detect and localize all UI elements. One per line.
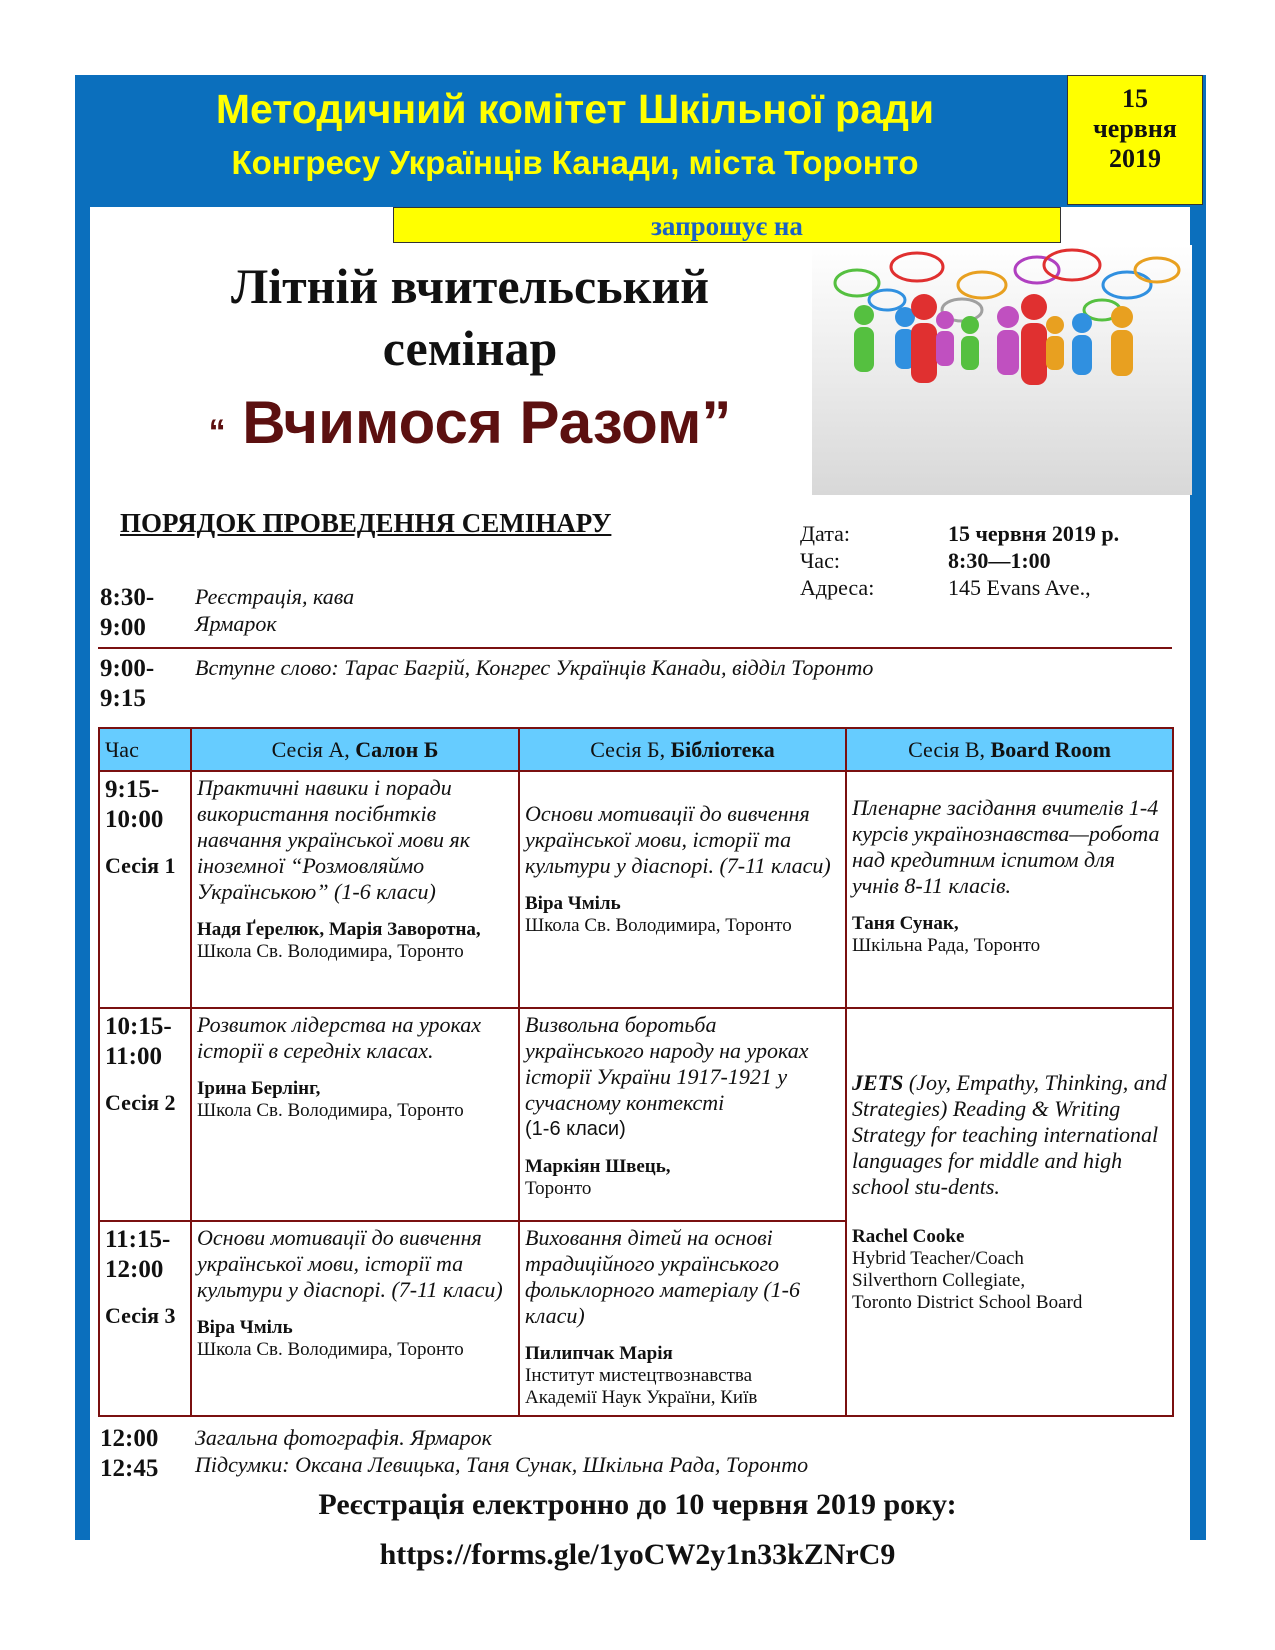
- table-row: [99, 771, 1173, 1008]
- row-description: [195, 583, 1095, 637]
- presenter-name: Надя Ґерелюк, Марія Заворотна,: [197, 919, 481, 940]
- time-start: 11:15-: [105, 1226, 171, 1253]
- session-a-label: Сесія А,: [271, 736, 356, 762]
- presenter-board: Toronto District School Board: [852, 1292, 1083, 1313]
- date-label: Дата:: [800, 521, 850, 546]
- session-b-room: Бібліотека: [670, 736, 775, 762]
- session-cell: [519, 1008, 846, 1221]
- session-grades: (1-6 класи): [525, 1118, 626, 1140]
- desc-line-1: Загальна фотографія. Ярмарок: [195, 1425, 492, 1450]
- session-a-room: Салон Б: [355, 736, 439, 762]
- desc-line-1: Вступне слово: Тарас Багрій, Конгрес Українців Канади, відділ Торонто: [195, 655, 874, 680]
- time-end: 12:45: [100, 1455, 159, 1482]
- registration-deadline: Реєстрація електронно до 10 червня 2019 року:: [318, 1488, 957, 1521]
- presenter-name: Віра Чміль: [525, 893, 621, 914]
- session-cell: [519, 771, 846, 1008]
- time-end: 12:00: [105, 1256, 164, 1283]
- time-end: 10:00: [105, 806, 164, 833]
- organizer-line-1: Методичний комітет Шкільної ради: [215, 86, 935, 132]
- people-talking-illustration: [812, 245, 1192, 495]
- time-cell: [99, 771, 191, 1008]
- registration-link[interactable]: https://forms.gle/1yoCW2y1n33kZNrC9: [379, 1538, 896, 1571]
- time-cell: [99, 1221, 191, 1416]
- session-topic: (Joy, Empathy, Thinking, and Strategies) Reading & Writing Strategy for teaching international languages for middle and high school stu-dents.: [852, 1070, 1167, 1199]
- date-day: 15: [1122, 84, 1148, 113]
- presenter-org: Школа Св. Володимира, Торонто: [197, 941, 464, 962]
- date-badge: [1067, 75, 1203, 205]
- row-description: [195, 1424, 1095, 1478]
- time-start: 10:15-: [105, 1013, 172, 1040]
- header-session-b: [519, 728, 846, 771]
- session-cell: [191, 1221, 519, 1416]
- presenter-org: Школа Св. Володимира, Торонто: [197, 1100, 464, 1121]
- session-topic: Пленарне засідання вчителів 1-4 курсів українознавства—робота над кредитним іспитом для учнів 8-11 класів.: [852, 795, 1160, 898]
- presenter-role: Hybrid Teacher/Coach: [852, 1248, 1024, 1269]
- session-topic: Розвиток лідерства на уроках історії в середніх класах.: [197, 1012, 481, 1063]
- session-cell: [846, 1008, 1173, 1416]
- organizer-line-2: Конгресу Українців Канади, міста Торонто: [231, 144, 919, 181]
- session-number: Сесія 2: [105, 1090, 176, 1115]
- session-topic: Основи мотивації до вивчення української мови, історії та культури у діаспорі. (7-11 класи): [525, 801, 831, 878]
- seminar-title-line-2: семінар: [382, 320, 558, 376]
- session-topic: Виховання дітей на основі традиційного українського фольклорного матеріалу (1-6 класи): [525, 1225, 800, 1328]
- date-value: 15 червня 2019 р.: [948, 521, 1120, 546]
- presenter-name: Маркіян Швець,: [525, 1156, 671, 1177]
- session-c-label: Сесія В,: [908, 736, 991, 762]
- session-cell: [191, 1008, 519, 1221]
- time-start: 9:15-: [105, 776, 160, 803]
- session-topic: Основи мотивації до вивчення української мови, історії та культури у діаспорі. (7-11 класи): [197, 1225, 503, 1302]
- header-session-a: [191, 728, 519, 771]
- time-value: 8:30—1:00: [948, 548, 1051, 573]
- table-header-row: [99, 728, 1173, 771]
- organizer-heading: [75, 80, 1075, 188]
- presenter-name: Пилипчак Марія: [525, 1343, 673, 1364]
- session-number: Сесія 1: [105, 853, 176, 878]
- date-year: 2019: [1109, 144, 1161, 173]
- address-label: Адреса:: [800, 575, 875, 600]
- presenter-name: Ірина Берлінг,: [197, 1078, 321, 1099]
- time-start: 12:00: [100, 1425, 159, 1452]
- quote-close: ”: [701, 389, 732, 456]
- divider: [98, 647, 1172, 649]
- presenter-org: Школа Св. Володимира, Торонто: [525, 915, 792, 936]
- session-cell: [519, 1221, 846, 1416]
- sessions-table: [98, 727, 1174, 1417]
- time-end: 9:00: [100, 614, 146, 641]
- presenter-school: Silverthorn Collegiate,: [852, 1270, 1026, 1291]
- time-start: 9:00-: [100, 655, 155, 682]
- jets-acronym: JETS: [852, 1070, 904, 1095]
- desc-line-1: Реєстрація, кава: [195, 584, 355, 609]
- presenter-name: Віра Чміль: [197, 1317, 293, 1338]
- row-time: [100, 654, 190, 714]
- time-label: Час:: [800, 548, 840, 573]
- desc-line-2: Ярмарок: [195, 611, 277, 636]
- table-row: [99, 1008, 1173, 1221]
- presenter-name: Таня Сунак,: [852, 913, 959, 934]
- presenter-name: Rachel Cooke: [852, 1226, 965, 1247]
- time-end: 11:00: [105, 1043, 162, 1070]
- date-month: червня: [1093, 114, 1177, 143]
- time-end: 9:15: [100, 685, 146, 712]
- row-description: [195, 654, 1095, 681]
- program-heading: ПОРЯДОК ПРОВЕДЕННЯ СЕМІНАРУ: [120, 508, 612, 538]
- invite-banner: запрошує на: [393, 207, 1061, 243]
- session-number: Сесія 3: [105, 1303, 176, 1328]
- session-b-label: Сесія Б,: [590, 736, 671, 762]
- header-session-c: [846, 728, 1173, 771]
- row-time: [100, 583, 190, 643]
- presenter-org: Інститут мистецтвознавства: [525, 1365, 753, 1386]
- presenter-org-2: Академії Наук України, Київ: [525, 1387, 758, 1408]
- session-topic: Визвольна боротьба українського народу на уроках історії України 1917-1921 у сучасному контексті: [525, 1012, 809, 1115]
- time-cell: [99, 1008, 191, 1221]
- session-cell: [191, 771, 519, 1008]
- presenter-org: Шкільна Рада, Торонто: [852, 935, 1041, 956]
- session-c-room: Board Room: [990, 736, 1111, 762]
- time-start: 8:30-: [100, 584, 155, 611]
- quote-open: “: [208, 413, 226, 451]
- seminar-name-text: Вчимося Разом: [242, 389, 702, 456]
- seminar-name: [150, 388, 790, 457]
- session-cell: [846, 771, 1173, 1008]
- presenter-org: Торонто: [525, 1178, 592, 1199]
- header-time: Час: [99, 728, 191, 771]
- row-time: [100, 1424, 190, 1484]
- address-value: 145 Evans Ave.,: [948, 575, 1091, 600]
- presenter-org: Школа Св. Володимира, Торонто: [197, 1339, 464, 1360]
- session-topic: Практичні навики і поради використання посібнтків навчання української мови як іноземної “Розмовляймо Українською” (1-6 класи): [197, 775, 471, 904]
- desc-line-2: Підсумки: Оксана Левицька, Таня Сунак, Шкільна Рада, Торонто: [195, 1452, 809, 1477]
- seminar-title-line-1: Літній вчительський: [230, 258, 710, 314]
- seminar-title: [150, 255, 790, 379]
